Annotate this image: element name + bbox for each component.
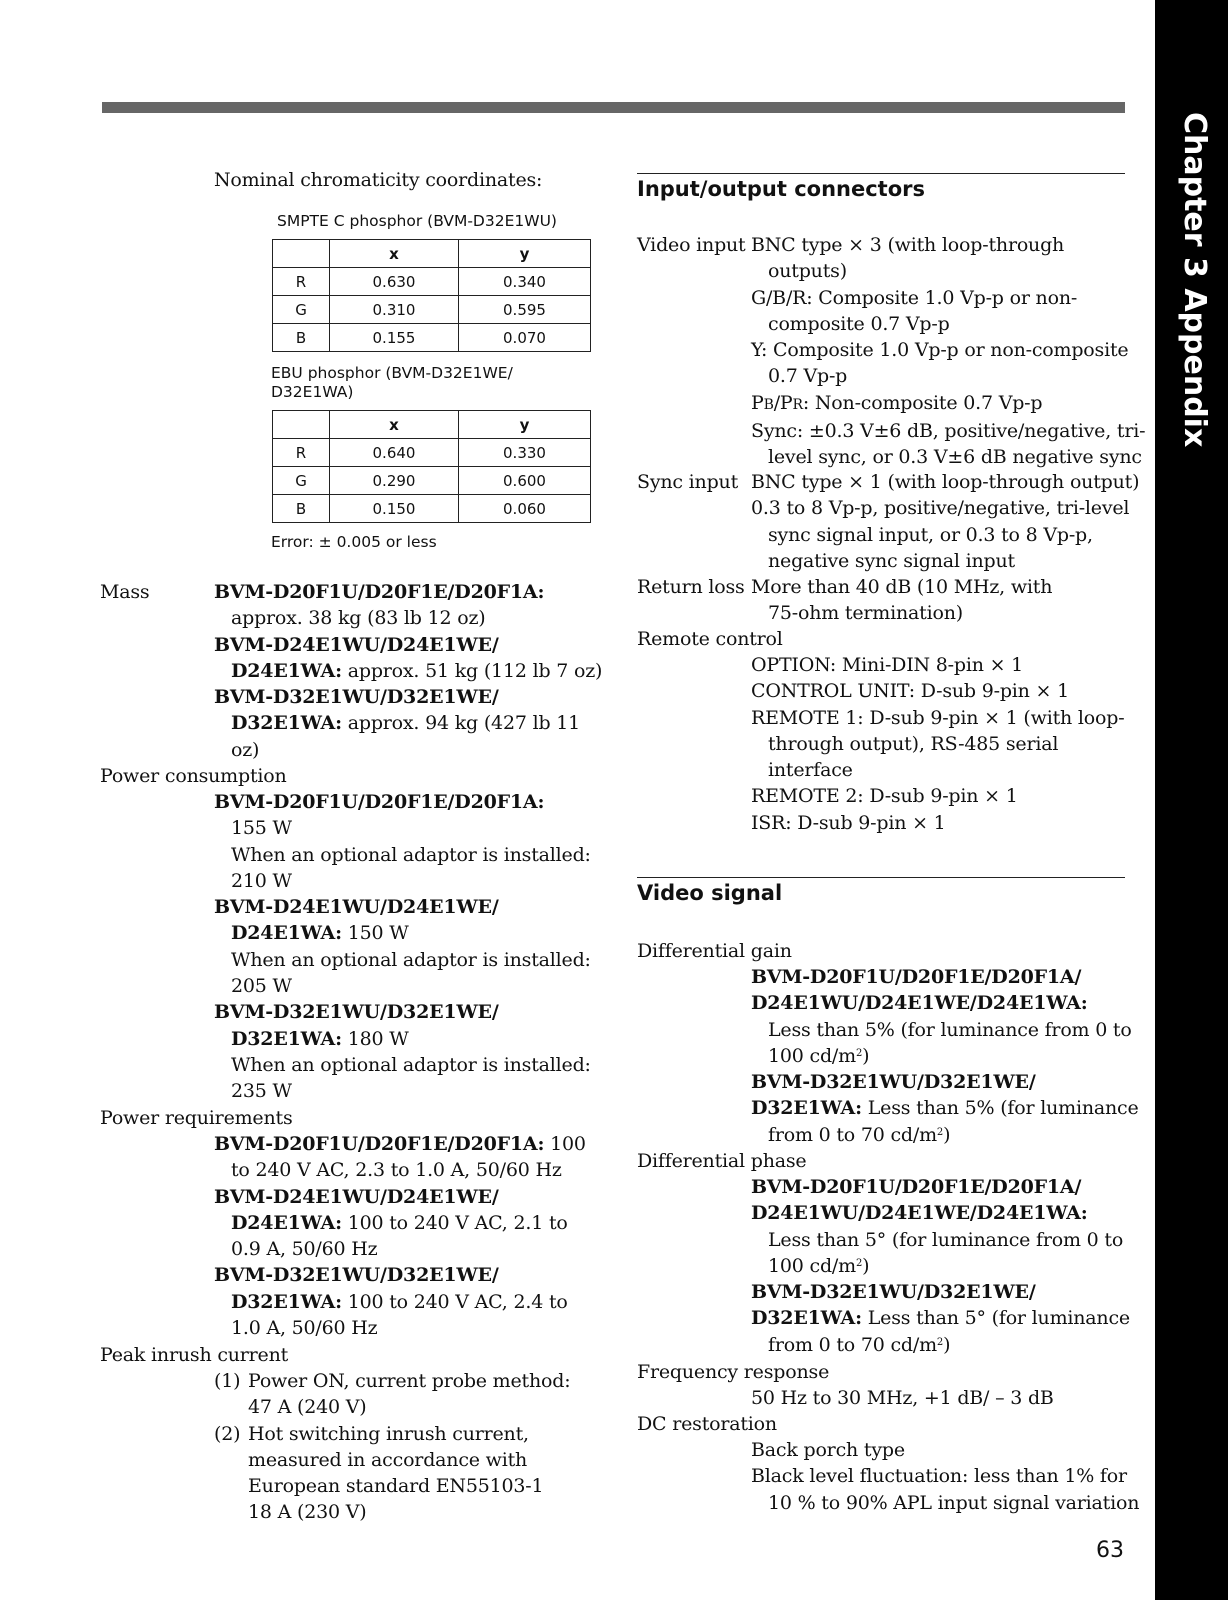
spec-text (751, 1043, 1139, 1069)
smpte-caption: SMPTE C phosphor (BVM-D32E1WU) (277, 212, 557, 230)
spec-text: Less than 5% (for luminance from 0 to (768, 1018, 1132, 1041)
table-row (273, 296, 591, 324)
model-name: D32E1WA: (231, 1027, 342, 1050)
video-heading: Video signal (637, 881, 783, 905)
model-name: D24E1WU/D24E1WE/D24E1WA: (751, 992, 1088, 1015)
table-row (273, 324, 591, 352)
inrush-text: 47 A (240 V) (248, 1396, 367, 1419)
spec-text: Back porch type (751, 1439, 905, 1461)
table-cell: 0.060 (459, 495, 591, 523)
spec-text: from 0 to 70 cd/m (768, 1123, 937, 1146)
return-loss-values (751, 574, 1052, 627)
list-number: (1) (214, 1370, 241, 1392)
spec-text: CONTROL UNIT: D-sub 9-pin × 1 (751, 680, 1069, 703)
spec-text: 0.7 Vp-p (768, 365, 848, 388)
spec-text: G/B/R: Composite 1.0 Vp-p or non- (751, 286, 1078, 309)
power-value: 180 W (341, 1027, 409, 1050)
mass-value: oz) (231, 738, 260, 761)
superscript: 2 (936, 1126, 944, 1138)
spec-text: Sync: ±0.3 V±6 dB, positive/negative, tri- (751, 420, 1146, 443)
pb-pr-text: P (751, 391, 764, 414)
model-name: D24E1WU/D24E1WE/D24E1WA: (751, 1202, 1088, 1225)
chapter-title-vertical (1160, 112, 1224, 448)
list-number: (2) (214, 1422, 241, 1445)
section-rule (637, 173, 1125, 174)
ebu-table (272, 410, 591, 523)
spec-text (751, 1332, 1130, 1358)
table-header-row (273, 411, 591, 439)
table-cell: 0.310 (330, 296, 459, 324)
return-loss-label: Return loss (637, 576, 745, 598)
model-name: D24E1WA: (231, 922, 342, 945)
table-cell: G (273, 467, 330, 495)
table-cell: y (459, 240, 591, 268)
spec-text: OPTION: Mini-DIN 8-pin × 1 (751, 654, 1024, 676)
freq-response-value: 50 Hz to 30 MHz, +1 dB/ – 3 dB (751, 1387, 1054, 1409)
diff-gain-values (751, 964, 1139, 1148)
inrush-text: Hot switching inrush current, (248, 1422, 529, 1445)
spec-text: ) (943, 1333, 951, 1356)
chroma-error: Error: ± 0.005 or less (271, 533, 437, 551)
model-name: D32E1WA: (751, 1097, 862, 1120)
video-input-values (751, 232, 1145, 471)
diff-phase-label: Differential phase (637, 1150, 807, 1172)
diff-phase-values (751, 1174, 1130, 1358)
pb-pr-text: R (792, 396, 803, 413)
spec-text: 0.3 to 8 Vp-p, positive/negative, tri-level (751, 497, 1130, 520)
power-req-value: 100 (544, 1133, 586, 1155)
table-cell (273, 411, 330, 439)
chroma-intro: Nominal chromaticity coordinates: (214, 169, 543, 191)
power-value: 155 W (231, 817, 292, 840)
power-value: 205 W (231, 975, 292, 998)
spec-text: ) (943, 1123, 951, 1146)
spec-text: composite 0.7 Vp-p (768, 312, 950, 335)
spec-text: level sync, or 0.3 V±6 dB negative sync (768, 446, 1142, 469)
table-cell: B (273, 324, 330, 352)
inrush-text: 18 A (230 V) (248, 1501, 367, 1524)
spec-text: 75-ohm termination) (768, 602, 963, 625)
table-row (273, 495, 591, 523)
table-cell: 0.595 (459, 296, 591, 324)
spec-text: BNC type × 1 (with loop-through output) (751, 471, 1140, 493)
spec-text: More than 40 dB (10 MHz, with (751, 576, 1053, 598)
power-value: 235 W (231, 1080, 292, 1103)
ebu-caption (271, 364, 513, 402)
model-name: BVM-D20F1U/D20F1E/D20F1A: (214, 1133, 545, 1155)
spec-text: ) (862, 1254, 870, 1277)
pb-pr-text: B (763, 396, 774, 413)
spec-text: REMOTE 2: D-sub 9-pin × 1 (751, 785, 1018, 808)
model-name: D24E1WA: (231, 659, 342, 682)
table-cell (273, 240, 330, 268)
inrush-text: European standard EN55103-1 (248, 1475, 544, 1498)
model-name: BVM-D32E1WU/D32E1WE/ (214, 686, 499, 709)
superscript: 2 (936, 1336, 944, 1348)
table-cell: x (330, 411, 459, 439)
power-req-value: 0.9 A, 50/60 Hz (231, 1238, 378, 1261)
io-heading: Input/output connectors (637, 177, 925, 201)
spec-text: BNC type × 3 (with loop-through (751, 234, 1065, 256)
table-cell: G (273, 296, 330, 324)
optional-adaptor-note: When an optional adaptor is installed: (231, 843, 591, 866)
power-value: 150 W (341, 922, 409, 945)
table-header-row (273, 240, 591, 268)
ebu-caption-line: D32E1WA) (271, 383, 354, 401)
sync-input-label: Sync input (637, 471, 739, 493)
table-row (273, 439, 591, 467)
optional-adaptor-note: When an optional adaptor is installed: (231, 1053, 591, 1076)
table-row (273, 268, 591, 296)
smpte-table (272, 239, 591, 352)
spec-text: Less than 5° (for luminance (861, 1307, 1130, 1330)
page-number: 63 (1096, 1538, 1124, 1563)
power-consumption-label: Power consumption (100, 765, 287, 787)
spec-text: REMOTE 1: D-sub 9-pin × 1 (with loop- (751, 706, 1125, 729)
spec-text (751, 1253, 1130, 1279)
spec-text: through output), RS-485 serial (768, 732, 1059, 755)
power-req-value: to 240 V AC, 2.3 to 1.0 A, 50/60 Hz (231, 1159, 562, 1182)
spec-text: outputs) (768, 260, 847, 283)
model-name: D32E1WA: (231, 1290, 342, 1313)
spec-text (751, 1122, 1139, 1148)
spec-text: Less than 5% (for luminance (861, 1097, 1139, 1120)
table-cell: 0.290 (330, 467, 459, 495)
spec-text: Less than 5° (for luminance from 0 to (768, 1228, 1124, 1251)
table-cell: 0.340 (459, 268, 591, 296)
dc-restoration-values (751, 1437, 1139, 1516)
model-name: BVM-D32E1WU/D32E1WE/ (214, 1264, 499, 1287)
spec-text: Y: Composite 1.0 Vp-p or non-composite (751, 339, 1129, 362)
model-name: BVM-D20F1U/D20F1E/D20F1A: (214, 791, 545, 813)
spec-text: interface (768, 759, 853, 782)
model-name: BVM-D20F1U/D20F1E/D20F1A/ (751, 1176, 1082, 1198)
spec-text: 10 % to 90% APL input signal variation (768, 1491, 1140, 1514)
spec-text: negative sync signal input (768, 549, 1015, 572)
table-cell: 0.155 (330, 324, 459, 352)
spec-text: 100 cd/m (768, 1044, 856, 1067)
diff-gain-label: Differential gain (637, 940, 792, 962)
model-name: D32E1WA: (751, 1307, 862, 1330)
table-cell: x (330, 240, 459, 268)
table-cell: 0.630 (330, 268, 459, 296)
mass-value: approx. 51 kg (112 lb 7 oz) (341, 659, 603, 682)
model-name: D24E1WA: (231, 1211, 342, 1234)
inrush-text: Power ON, current probe method: (248, 1370, 571, 1392)
inrush-text: measured in accordance with (248, 1448, 528, 1471)
spec-text: ISR: D-sub 9-pin × 1 (751, 811, 946, 834)
model-name: BVM-D32E1WU/D32E1WE/ (214, 1001, 499, 1024)
model-name: BVM-D32E1WU/D32E1WE/ (751, 1281, 1036, 1304)
table-cell: 0.600 (459, 467, 591, 495)
header-rule (102, 102, 1125, 113)
chapter-title-text: Chapter 3 Appendix (1177, 112, 1212, 448)
table-cell: R (273, 268, 330, 296)
model-name: BVM-D24E1WU/D24E1WE/ (214, 633, 499, 656)
table-cell: B (273, 495, 330, 523)
power-requirements-values (214, 1131, 586, 1341)
pb-pr-text: /P (773, 391, 793, 414)
optional-adaptor-note: When an optional adaptor is installed: (231, 948, 591, 971)
spec-text: ) (862, 1044, 870, 1067)
table-cell: y (459, 411, 591, 439)
superscript: 2 (855, 1257, 863, 1269)
spec-text: from 0 to 70 cd/m (768, 1333, 937, 1356)
table-cell: 0.330 (459, 439, 591, 467)
power-consumption-values (214, 789, 591, 1105)
inrush-label: Peak inrush current (100, 1344, 289, 1366)
spec-text: Black level fluctuation: less than 1% for (751, 1465, 1127, 1488)
inrush-values (214, 1368, 570, 1526)
pb-pr-text: : Non-composite 0.7 Vp-p (802, 391, 1043, 414)
power-req-value: 100 to 240 V AC, 2.1 to (341, 1211, 568, 1234)
video-input-label: Video input (637, 234, 746, 256)
power-value: 210 W (231, 869, 292, 892)
remote-control-values (751, 652, 1124, 836)
section-rule (637, 877, 1125, 878)
mass-value: approx. 94 kg (427 lb 11 (341, 712, 581, 735)
model-name: BVM-D32E1WU/D32E1WE/ (751, 1071, 1036, 1094)
model-name: BVM-D24E1WU/D24E1WE/ (214, 896, 499, 919)
model-name: D32E1WA: (231, 712, 342, 735)
sync-input-values (751, 469, 1139, 574)
power-requirements-label: Power requirements (100, 1107, 293, 1129)
spec-text: 100 cd/m (768, 1254, 856, 1277)
remote-control-label: Remote control (637, 628, 783, 650)
mass-label: Mass (100, 581, 150, 603)
mass-value: approx. 38 kg (83 lb 12 oz) (231, 607, 486, 630)
mass-values (214, 579, 602, 763)
ebu-caption-line: EBU phosphor (BVM-D32E1WE/ (271, 364, 513, 382)
table-cell: R (273, 439, 330, 467)
table-cell: 0.070 (459, 324, 591, 352)
model-name: BVM-D20F1U/D20F1E/D20F1A: (214, 581, 545, 603)
table-cell: 0.640 (330, 439, 459, 467)
spec-text: sync signal input, or 0.3 to 8 Vp-p, (768, 523, 1093, 546)
spec-text (751, 390, 1145, 418)
power-req-value: 1.0 A, 50/60 Hz (231, 1317, 378, 1340)
superscript: 2 (855, 1047, 863, 1059)
model-name: BVM-D20F1U/D20F1E/D20F1A/ (751, 966, 1082, 988)
table-cell: 0.150 (330, 495, 459, 523)
dc-restoration-label: DC restoration (637, 1413, 777, 1435)
model-name: BVM-D24E1WU/D24E1WE/ (214, 1185, 499, 1208)
freq-response-label: Frequency response (637, 1361, 830, 1383)
power-req-value: 100 to 240 V AC, 2.4 to (341, 1290, 568, 1313)
table-row (273, 467, 591, 495)
